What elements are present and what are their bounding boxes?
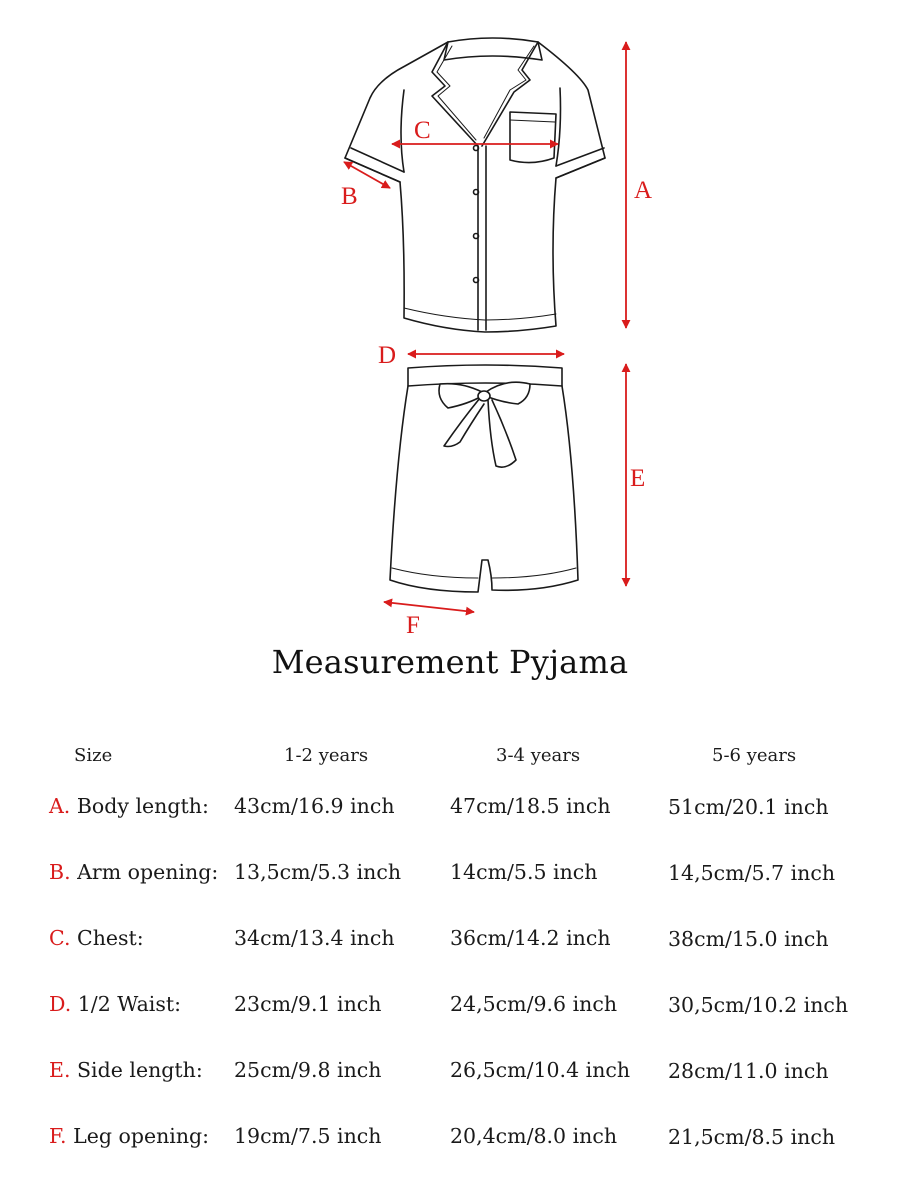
row-letter: F. xyxy=(49,1124,67,1148)
table-cell: 13,5cm/5.3 inch xyxy=(234,860,402,884)
table-cell: 28cm/11.0 inch xyxy=(668,1059,829,1083)
table-row xyxy=(49,862,218,883)
table-row xyxy=(49,994,181,1015)
chart-title: Measurement Pyjama xyxy=(271,643,629,681)
row-label: Chest: xyxy=(77,926,144,950)
table-cell: 23cm/9.1 inch xyxy=(234,992,382,1016)
table-cell: 14,5cm/5.7 inch xyxy=(668,861,836,885)
header-size-1: 1-2 years xyxy=(284,745,369,766)
table-cell: 26,5cm/10.4 inch xyxy=(450,1058,631,1082)
row-letter: E. xyxy=(49,1058,71,1082)
table-row xyxy=(49,1126,209,1147)
table-cell: 38cm/15.0 inch xyxy=(668,927,829,951)
arrow-f xyxy=(384,602,474,612)
table-row xyxy=(49,1060,203,1081)
row-letter: B. xyxy=(49,860,71,884)
label-a: A xyxy=(634,177,653,204)
table-cell: 14cm/5.5 inch xyxy=(450,860,598,884)
row-label: Leg opening: xyxy=(73,1124,210,1148)
row-label: Side length: xyxy=(77,1058,203,1082)
row-letter: D. xyxy=(49,992,72,1016)
table-cell: 19cm/7.5 inch xyxy=(234,1124,382,1148)
row-letter: C. xyxy=(49,926,71,950)
label-b: B xyxy=(341,183,358,210)
row-label: Arm opening: xyxy=(77,860,219,884)
label-c: C xyxy=(414,117,431,144)
table-row xyxy=(49,928,144,949)
row-label: 1/2 Waist: xyxy=(77,992,182,1016)
table-row xyxy=(49,796,209,817)
row-letter: A. xyxy=(49,794,71,818)
label-f: F xyxy=(406,612,420,639)
table-cell: 43cm/16.9 inch xyxy=(234,794,395,818)
shorts-illustration xyxy=(390,365,578,592)
header-size: Size xyxy=(74,745,113,766)
table-cell: 21,5cm/8.5 inch xyxy=(668,1125,836,1149)
table-cell: 34cm/13.4 inch xyxy=(234,926,395,950)
label-e: E xyxy=(630,465,646,492)
table-cell: 30,5cm/10.2 inch xyxy=(668,993,849,1017)
header-size-2: 3-4 years xyxy=(496,745,581,766)
table-cell: 20,4cm/8.0 inch xyxy=(450,1124,618,1148)
table-cell: 24,5cm/9.6 inch xyxy=(450,992,618,1016)
table-cell: 25cm/9.8 inch xyxy=(234,1058,382,1082)
label-d: D xyxy=(378,342,397,369)
row-label: Body length: xyxy=(76,794,209,818)
header-size-3: 5-6 years xyxy=(712,745,797,766)
table-cell: 36cm/14.2 inch xyxy=(450,926,611,950)
table-cell: 47cm/18.5 inch xyxy=(450,794,611,818)
table-cell: 51cm/20.1 inch xyxy=(668,795,829,819)
measurement-arrows xyxy=(344,42,626,612)
